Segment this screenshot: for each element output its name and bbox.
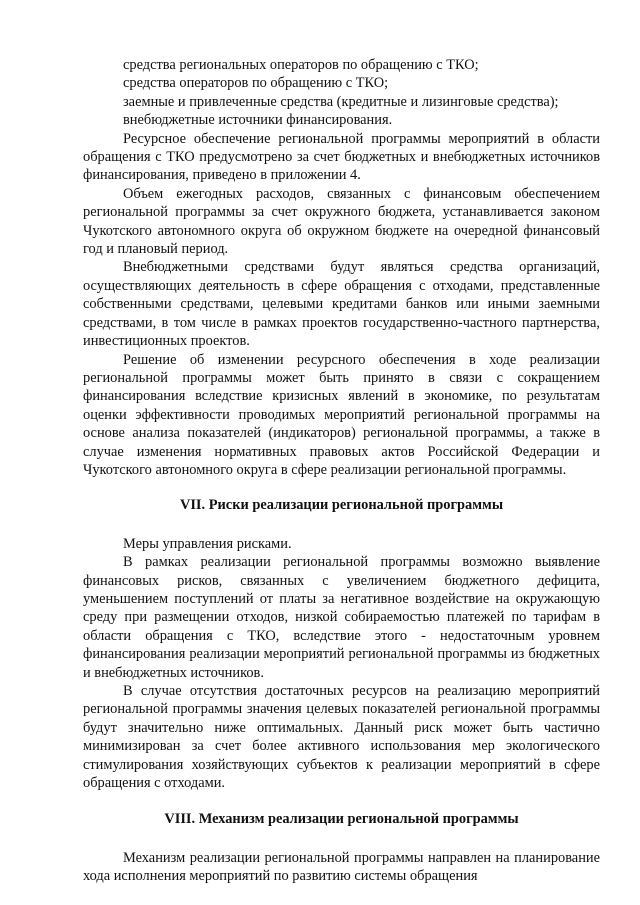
section-heading: VIII. Механизм реализации региональной программы: [164, 811, 519, 828]
document-page: [83, 56, 600, 886]
paragraph: Ресурсное обеспечение региональной программы мероприятий в области обращения с ТКО предусмотрено за счет бюджетных и внебюджетных источников финансирования, приведено в приложении 4.: [83, 130, 600, 184]
paragraph: Внебюджетными средствами будут являться средства организаций, осуществляющих деятельность в сфере обращения с отходами, представленные собственными средствами, целевыми кредитами банков или иными заемными средствами, в том числе в рамках проектов государственно-частного партнерства, инвестиционных проектов.: [83, 259, 600, 350]
section-heading: VII. Риски реализации региональной программы: [179, 497, 504, 514]
paragraph: Механизм реализации региональной программы направлен на планирование хода исполнения мероприятий по развитию системы обращения: [83, 849, 600, 885]
paragraph: Решение об изменении ресурсного обеспечения в ходе реализации региональной программы может быть принято в связи с сокращением финансирования вследствие кризисных явлений в экономике, по результатам оценки эффективности проводимых мероприятий региональной программы на основе анализа показателей (индикаторов) региональной программы, а также в случае изменения нормативных правовых актов Российской Федерации и Чукотского автономного округа в сфере реализации региональной программы.: [83, 351, 600, 478]
paragraph: В случае отсутствия достаточных ресурсов на реализацию мероприятий региональной программы значения целевых показателей региональной программы будут значительно ниже оптимальных. Данный риск может быть частично минимизирован за счет более активного использования мер экологического стимулирования хозяйствующих субъектов к реализации мероприятий в сфере обращения с отходами.: [83, 683, 600, 792]
list-item: внебюджетные источники финансирования.: [123, 112, 393, 129]
list-item: средства региональных операторов по обращению с ТКО;: [123, 57, 479, 73]
list-item: средства операторов по обращению с ТКО;: [123, 75, 389, 92]
paragraph: Меры управления рисками.: [123, 535, 292, 552]
list-item: заемные и привлеченные средства (кредитные и лизинговые средства);: [123, 93, 559, 110]
paragraph: В рамках реализации региональной программы возможно выявление финансовых рисков, связанных с увеличением бюджетного дефицита, уменьшением поступлений от платы за негативное воздействие на окружающую среду при размещении отходов, низкой собираемостью платежей по тарифам в области обращения с ТКО, вследствие этого - недостаточным уровнем финансирования реализации мероприятий региональной программы из бюджетных и внебюджетных источников.: [83, 554, 600, 681]
paragraph: Объем ежегодных расходов, связанных с финансовым обеспечением региональной программы за счет окружного бюджета, устанавливается законом Чукотского автономного округа об окружном бюджете на очередной финансовый год и плановый период.: [83, 185, 600, 258]
